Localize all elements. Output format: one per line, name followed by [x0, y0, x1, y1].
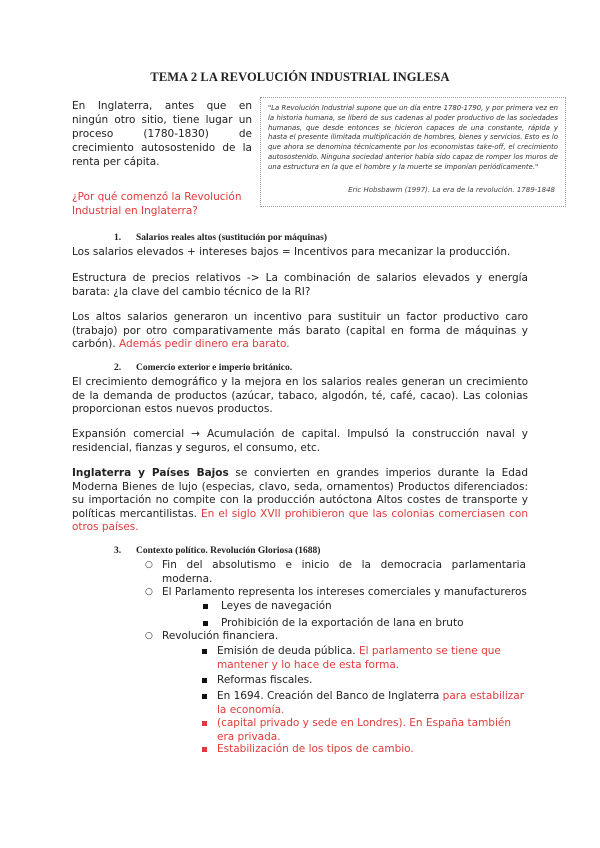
intro-paragraph: En Inglaterra, antes que en ningún otro sitio, tiene lugar un proceso (1780-1830) de crecimiento autosostenido de la renta per cápita. [72, 100, 252, 168]
section-3-item-2-sub-1: Leyes de navegación [221, 600, 332, 612]
circle-bullet-icon: ○ [145, 587, 153, 597]
section-3-item-3-sub-4: (capital privado y sede en Londres). En España también era privada. [217, 717, 511, 743]
section-2-heading [114, 363, 292, 373]
page-title: TEMA 2 LA REVOLUCIÓN INDUSTRIAL INGLESA [150, 70, 450, 84]
section-2-paragraph-3-bold: Inglaterra y Países Bajos [72, 467, 229, 479]
square-bullet-icon [202, 721, 207, 726]
section-2-number: 2. [114, 363, 122, 373]
section-1-paragraph-3-text: Los altos salarios generaron un incentivo para sustituir un factor productivo caro (trabajo) por otro comparativamente más barato (capital en forma de máquinas y carbón). [72, 311, 528, 350]
quote-author: Eric Hobsbawm (1997). La era de la revolución. 1789-1848 [348, 186, 555, 195]
section-1-number: 1. [114, 233, 122, 243]
section-3-heading [114, 546, 320, 556]
section-1-paragraph-2: Estructura de precios relativos -> La combinación de salarios elevados y energía barata: ¿la clave del cambio técnico de la RI? [72, 272, 528, 298]
section-3-number: 3. [114, 546, 122, 556]
section-1-paragraph-1: Los salarios elevados + intereses bajos = Incentivos para mecanizar la producción. [72, 246, 511, 258]
square-bullet-icon [202, 678, 207, 683]
section-1-paragraph-3-note: Además pedir dinero era barato. [115, 338, 290, 350]
section-3-item-3-sub-3-text: En 1694. Creación del Banco de Inglaterra [217, 690, 440, 702]
square-bullet-icon [202, 747, 207, 752]
section-3-item-3-sub-1-text: Emisión de deuda pública. [217, 645, 356, 657]
section-2-paragraph-3 [72, 467, 528, 535]
section-3-item-3-sub-5: Estabilización de los tipos de cambio. [217, 743, 414, 755]
square-bullet-icon [203, 604, 208, 609]
section-3-item-2-sub-2: Prohibición de la exportación de lana en bruto [221, 617, 464, 629]
section-3-title: Contexto político. Revolución Gloriosa (1688) [136, 546, 321, 556]
section-3-item-3: Revolución financiera. [162, 630, 279, 642]
section-1-title: Salarios reales altos (sustitución por máquinas) [136, 233, 327, 243]
quote-text: "La Revolución Industrial supone que un día entre 1780-1790, y por primera vez en la historia humana, se liberó de sus cadenas al poder productivo de las sociedades humanas, que desde entonces se hicieron capaces de una constante, rápida y hasta el presente ilimitada multiplicación de hombres, bienes y servicios. Esto es lo que ahora se denomina técnicamente por los economistas take-off, el crecimiento autosostenido. Ninguna sociedad anterior había sido capaz de romper los muros de una estructura en la que el hombre y la muerte se imponían periódicamente." [268, 104, 558, 171]
circle-bullet-icon: ○ [145, 631, 153, 641]
section-2-paragraph-3-text: se convierten en grandes imperios durante la Edad Moderna Bienes de lujo (especias, clavo, seda, ornamentos) Productos diferenciados: su importación no compite con la producción autóctona Altos costes de transporte y políticas mercantilistas. [72, 467, 528, 520]
section-2-paragraph-2: Expansión comercial → Acumulación de capital. Impulsó la construcción naval y residencial, fianzas y seguros, el consumo, etc. [72, 428, 528, 454]
section-3-item-3-sub-1-note: El parlamento se tiene que mantener y lo hace de esta forma. [217, 645, 501, 671]
square-bullet-icon [203, 621, 208, 626]
section-3-item-2: El Parlamento representa los intereses comerciales y manufactureros [162, 586, 527, 598]
question-heading: ¿Por qué comenzó la Revolución Industrial en Inglaterra? [72, 191, 242, 217]
section-2-paragraph-1: El crecimiento demográfico y la mejora en los salarios reales generan un crecimiento de la demanda de productos (azúcar, tabaco, algodón, té, café, cacao). Las colonias proporcionan estos nuevos productos. [72, 376, 528, 415]
circle-bullet-icon: ○ [145, 560, 153, 570]
square-bullet-icon [202, 649, 207, 654]
section-1-heading [114, 233, 327, 243]
section-3-item-3-sub-3 [217, 690, 527, 717]
section-1-paragraph-3 [72, 311, 528, 352]
square-bullet-icon [202, 694, 207, 699]
section-3-item-3-sub-1 [217, 645, 527, 672]
section-2-title: Comercio exterior e imperio británico. [136, 363, 293, 373]
section-3-item-3-sub-3-note: para estabilizar la economía. [217, 690, 525, 716]
section-2-paragraph-3-note: En el siglo XVII prohibieron que las colonias comerciasen con otros países. [72, 507, 528, 533]
section-3-item-1: Fin del absolutismo e inicio de la democracia parlamentaria moderna. [162, 559, 526, 585]
quote-box [260, 97, 566, 207]
section-3-item-3-sub-2: Reformas fiscales. [217, 674, 313, 686]
